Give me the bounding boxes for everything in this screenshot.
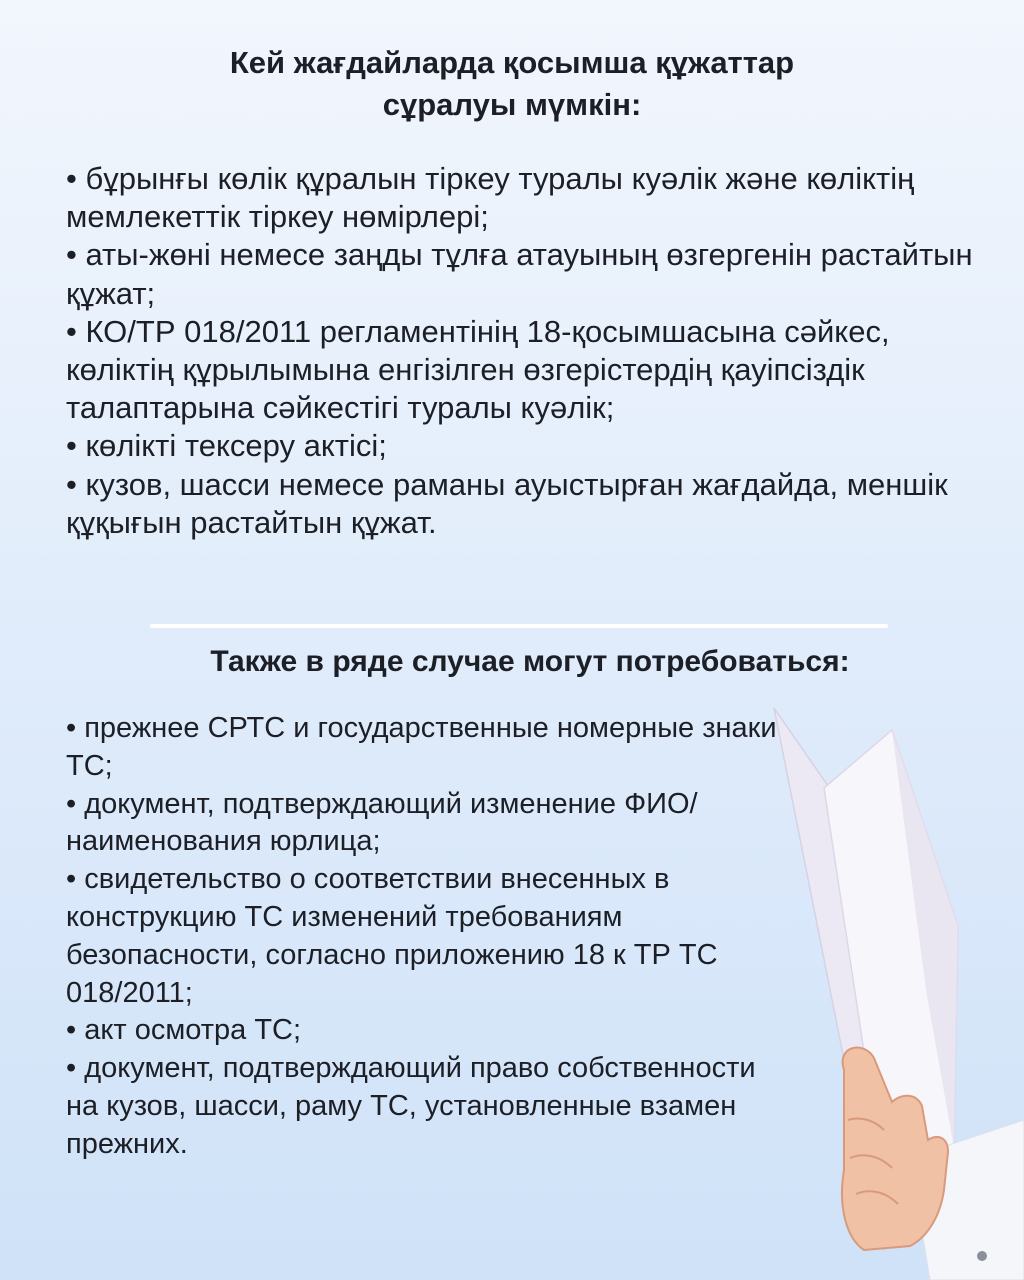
kazakh-heading xyxy=(0,42,1024,126)
kazakh-list-item: • көлікті тексеру актісі; xyxy=(66,428,387,464)
russian-list-item: • документ, подтверждающий право собственности на кузов, шасси, раму ТС, установленные взамен прежних. xyxy=(66,1052,756,1160)
kazakh-heading-line-1: Кей жағдайларда қосымша құжаттар xyxy=(229,45,795,80)
russian-list-item: • прежнее СРТС и государственные номерные знаки ТС; xyxy=(66,712,777,782)
kazakh-list-item: • бұрынғы көлік құралын тіркеу туралы куәлік және көліктің мемлекеттік тіркеу нөмірлері; xyxy=(66,161,915,235)
russian-list-item: • свидетельство о соответствии внесенных в конструкцию ТС изменений требованиям безопасности, согласно приложению 18 к ТР ТС 018/2011; xyxy=(66,863,718,1009)
russian-list-item: • акт осмотра ТС; xyxy=(66,1014,302,1047)
section-divider xyxy=(150,624,888,628)
kazakh-list-item: • кузов, шасси немесе раманы ауыстырған жағдайда, меншік құқығын растайтын құжат. xyxy=(66,466,948,540)
hand-holding-documents-icon xyxy=(760,690,1024,1280)
russian-document-list xyxy=(66,710,786,1164)
russian-list-item: • документ, подтверждающий изменение ФИО/ наименования юрлица; xyxy=(66,787,698,858)
kazakh-document-list xyxy=(66,160,1006,542)
kazakh-list-item: • аты-жөні немесе заңды тұлға атауының өзгергенін растайтын құжат; xyxy=(66,237,973,311)
kazakh-list-item: • КО/ТР 018/2011 регламентінің 18-қосымшасына сәйкес, көліктің құрылымына енгізілген өзгерістердің қауіпсіздік талаптарына сәйкестігі туралы куәлік; xyxy=(66,313,890,426)
kazakh-heading-line-2: сұралуы мүмкін: xyxy=(382,87,642,122)
russian-heading: Также в ряде случае могут потребоваться: xyxy=(210,645,850,678)
